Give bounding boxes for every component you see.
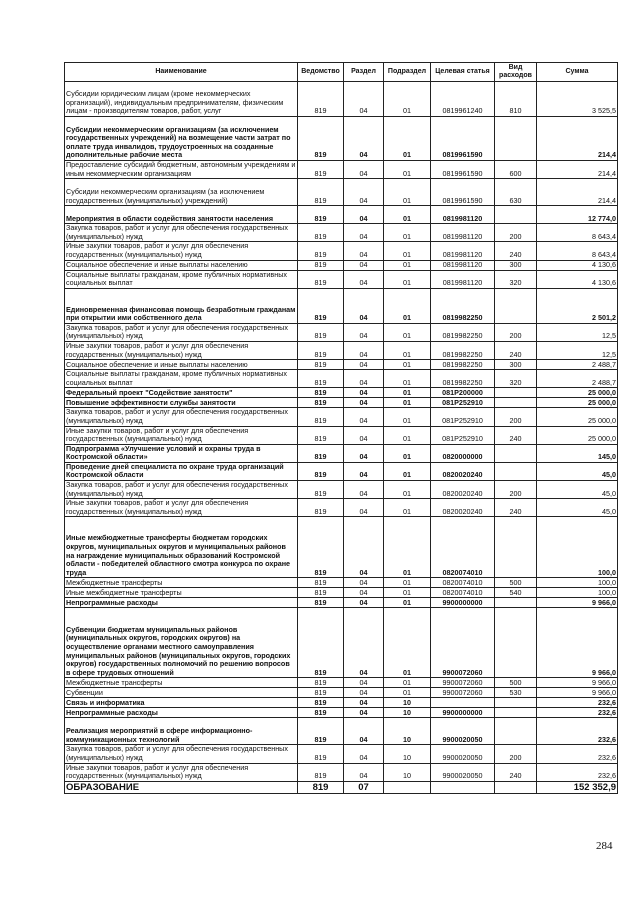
cell-amount: 12 774,0 [537, 206, 618, 224]
cell-target-item: 0819981120 [431, 270, 495, 288]
cell-subsection: 01 [384, 82, 431, 117]
cell-target-item: 081P252910 [431, 398, 495, 408]
cell-target-item: 0819982250 [431, 341, 495, 359]
cell-subsection: 01 [384, 270, 431, 288]
cell-section: 04 [344, 161, 384, 179]
table-row [65, 598, 618, 608]
cell-amount: 100,0 [537, 517, 618, 578]
cell-department: 819 [298, 763, 344, 781]
cell-department: 819 [298, 224, 344, 242]
cell-amount: 9 966,0 [537, 678, 618, 688]
cell-expense-type [495, 398, 537, 408]
cell-target-item: 0819982250 [431, 360, 495, 370]
cell-name: Иные закупки товаров, работ и услуг для обеспечения государственных (муниципальных) нужд [65, 763, 298, 781]
table-row [65, 588, 618, 598]
cell-amount: 3 525,5 [537, 82, 618, 117]
cell-name: Иные межбюджетные трансферты бюджетам городских округов, муниципальных округов и муниципальных районов на награждение муниципальных образований Костромской области - победителей областного смотра конкурса по охране труда [65, 517, 298, 578]
table-row [65, 242, 618, 260]
cell-expense-type: 630 [495, 179, 537, 206]
cell-name: Иные закупки товаров, работ и услуг для обеспечения государственных (муниципальных) нужд [65, 242, 298, 260]
cell-expense-type: 200 [495, 408, 537, 426]
table-row [65, 398, 618, 408]
table-row [65, 360, 618, 370]
cell-amount: 9 966,0 [537, 608, 618, 678]
cell-subsection: 01 [384, 242, 431, 260]
cell-target-item: 9900020050 [431, 745, 495, 763]
table-row [65, 288, 618, 323]
cell-expense-type: 320 [495, 370, 537, 388]
cell-department: 819 [298, 608, 344, 678]
cell-subsection: 01 [384, 426, 431, 444]
cell-subsection: 01 [384, 224, 431, 242]
cell-amount: 8 643,4 [537, 242, 618, 260]
table-row [65, 370, 618, 388]
cell-target-item: 9900020050 [431, 718, 495, 745]
cell-section: 04 [344, 242, 384, 260]
table-row [65, 517, 618, 578]
cell-expense-type [495, 444, 537, 462]
cell-subsection: 10 [384, 708, 431, 718]
cell-department: 819 [298, 499, 344, 517]
cell-amount: 214,4 [537, 117, 618, 161]
cell-amount: 12,5 [537, 323, 618, 341]
cell-department: 819 [298, 341, 344, 359]
cell-section: 04 [344, 179, 384, 206]
cell-expense-type: 200 [495, 481, 537, 499]
cell-section: 07 [344, 781, 384, 793]
cell-target-item: 0820074010 [431, 588, 495, 598]
cell-target-item: 9900000000 [431, 708, 495, 718]
cell-target-item: 0820020240 [431, 481, 495, 499]
cell-department: 819 [298, 161, 344, 179]
cell-department: 819 [298, 688, 344, 698]
cell-target-item: 0819982250 [431, 323, 495, 341]
cell-name: Непрограммные расходы [65, 708, 298, 718]
header-subsection: Подраздел [384, 63, 431, 82]
cell-expense-type [495, 598, 537, 608]
cell-expense-type: 500 [495, 678, 537, 688]
cell-expense-type: 300 [495, 360, 537, 370]
cell-target-item: 9900000000 [431, 598, 495, 608]
cell-target-item: 0819982250 [431, 288, 495, 323]
table-row [65, 763, 618, 781]
header-target-item: Целевая статья [431, 63, 495, 82]
cell-section: 04 [344, 388, 384, 398]
cell-expense-type [495, 608, 537, 678]
cell-amount: 25 000,0 [537, 388, 618, 398]
cell-target-item: 0819981120 [431, 260, 495, 270]
cell-amount: 12,5 [537, 341, 618, 359]
cell-expense-type: 240 [495, 242, 537, 260]
table-row [65, 388, 618, 398]
cell-name: Единовременная финансовая помощь безработным гражданам при открытии ими собственного дела [65, 288, 298, 323]
cell-department: 819 [298, 398, 344, 408]
cell-target-item [431, 781, 495, 793]
cell-subsection [384, 781, 431, 793]
table-row [65, 698, 618, 708]
cell-name: Подпрограмма «Улучшение условий и охраны труда в Костромской области» [65, 444, 298, 462]
cell-section: 04 [344, 224, 384, 242]
cell-name: Субсидии некоммерческим организациям (за исключением государственных учреждений) на возмещение части затрат по оплате труда инвалидов, трудоустроенных на созданные дополнительные рабочие места [65, 117, 298, 161]
cell-section: 04 [344, 260, 384, 270]
table-row [65, 781, 618, 793]
cell-amount: 232,6 [537, 718, 618, 745]
table-row [65, 270, 618, 288]
cell-amount: 2 501,2 [537, 288, 618, 323]
cell-name: Субвенции бюджетам муниципальных районов (муниципальных округов, городских округов) на осуществление органами местного самоуправления муниципальных районов (муниципальных округов, городских округов) государственных полномочий по решению вопросов в сфере трудовых отношений [65, 608, 298, 678]
cell-department: 819 [298, 242, 344, 260]
cell-target-item: 0820000000 [431, 444, 495, 462]
cell-name: Мероприятия в области содействия занятости населения [65, 206, 298, 224]
table-row [65, 408, 618, 426]
cell-subsection: 01 [384, 462, 431, 480]
cell-subsection: 01 [384, 206, 431, 224]
table-row [65, 161, 618, 179]
cell-amount: 100,0 [537, 588, 618, 598]
cell-expense-type: 600 [495, 161, 537, 179]
cell-name: Субсидии юридическим лицам (кроме некоммерческих организаций), индивидуальным предпринимателям, физическим лицам - производителям товаров, работ, услуг [65, 82, 298, 117]
cell-expense-type [495, 288, 537, 323]
cell-section: 04 [344, 426, 384, 444]
cell-amount: 25 000,0 [537, 398, 618, 408]
cell-expense-type: 240 [495, 341, 537, 359]
cell-target-item: 081P252910 [431, 426, 495, 444]
header-expense-type: Вид расходов [495, 63, 537, 82]
cell-expense-type: 240 [495, 426, 537, 444]
cell-section: 04 [344, 462, 384, 480]
cell-department: 819 [298, 698, 344, 708]
cell-department: 819 [298, 426, 344, 444]
cell-expense-type [495, 698, 537, 708]
cell-target-item: 9900020050 [431, 763, 495, 781]
cell-section: 04 [344, 117, 384, 161]
table-row [65, 444, 618, 462]
header-name: Наименование [65, 63, 298, 82]
cell-amount: 9 966,0 [537, 688, 618, 698]
cell-expense-type: 500 [495, 578, 537, 588]
cell-expense-type [495, 781, 537, 793]
page-number: 284 [596, 840, 613, 852]
cell-department: 819 [298, 82, 344, 117]
cell-department: 819 [298, 578, 344, 588]
cell-amount: 4 130,6 [537, 270, 618, 288]
cell-name: Реализация мероприятий в сфере информационно-коммуникационных технологий [65, 718, 298, 745]
cell-section: 04 [344, 499, 384, 517]
cell-name: Непрограммные расходы [65, 598, 298, 608]
cell-section: 04 [344, 444, 384, 462]
cell-name: Федеральный проект "Содействие занятости" [65, 388, 298, 398]
cell-subsection: 10 [384, 763, 431, 781]
cell-name: Закупка товаров, работ и услуг для обеспечения государственных (муниципальных) нужд [65, 323, 298, 341]
cell-name: Иные закупки товаров, работ и услуг для обеспечения государственных (муниципальных) нужд [65, 499, 298, 517]
cell-name: Закупка товаров, работ и услуг для обеспечения государственных (муниципальных) нужд [65, 745, 298, 763]
cell-section: 04 [344, 270, 384, 288]
cell-department: 819 [298, 781, 344, 793]
table-row [65, 206, 618, 224]
cell-name: ОБРАЗОВАНИЕ [65, 781, 298, 793]
cell-department: 819 [298, 481, 344, 499]
cell-name: Социальные выплаты гражданам, кроме публичных нормативных социальных выплат [65, 370, 298, 388]
table-row [65, 462, 618, 480]
cell-amount: 232,6 [537, 708, 618, 718]
cell-section: 04 [344, 718, 384, 745]
cell-subsection: 01 [384, 481, 431, 499]
cell-section: 04 [344, 341, 384, 359]
cell-subsection: 01 [384, 360, 431, 370]
cell-amount: 152 352,9 [537, 781, 618, 793]
cell-subsection: 01 [384, 499, 431, 517]
cell-department: 819 [298, 588, 344, 598]
cell-target-item: 9900072060 [431, 608, 495, 678]
cell-subsection: 01 [384, 608, 431, 678]
cell-target-item: 0819981120 [431, 242, 495, 260]
cell-subsection: 01 [384, 588, 431, 598]
cell-section: 04 [344, 398, 384, 408]
cell-section: 04 [344, 517, 384, 578]
cell-amount: 145,0 [537, 444, 618, 462]
cell-department: 819 [298, 678, 344, 688]
cell-expense-type: 200 [495, 224, 537, 242]
table-row [65, 323, 618, 341]
cell-section: 04 [344, 588, 384, 598]
cell-expense-type [495, 206, 537, 224]
cell-subsection: 01 [384, 370, 431, 388]
header-amount: Сумма [537, 63, 618, 82]
cell-section: 04 [344, 608, 384, 678]
cell-amount: 25 000,0 [537, 408, 618, 426]
cell-expense-type: 540 [495, 588, 537, 598]
cell-amount: 8 643,4 [537, 224, 618, 242]
cell-section: 04 [344, 360, 384, 370]
cell-name: Повышение эффективности службы занятости [65, 398, 298, 408]
table-body [65, 82, 618, 794]
cell-amount: 232,6 [537, 763, 618, 781]
cell-name: Социальное обеспечение и иные выплаты населению [65, 360, 298, 370]
cell-department: 819 [298, 260, 344, 270]
cell-subsection: 01 [384, 388, 431, 398]
cell-amount: 45,0 [537, 462, 618, 480]
cell-section: 04 [344, 598, 384, 608]
table-row [65, 179, 618, 206]
cell-subsection: 01 [384, 260, 431, 270]
table-row [65, 718, 618, 745]
cell-expense-type [495, 517, 537, 578]
cell-department: 819 [298, 708, 344, 718]
cell-department: 819 [298, 388, 344, 398]
table-row [65, 745, 618, 763]
header-row [65, 63, 618, 82]
cell-target-item: 081P252910 [431, 408, 495, 426]
cell-amount: 232,6 [537, 698, 618, 708]
cell-section: 04 [344, 82, 384, 117]
cell-section: 04 [344, 698, 384, 708]
cell-section: 04 [344, 745, 384, 763]
cell-target-item: 0820074010 [431, 517, 495, 578]
table-row [65, 341, 618, 359]
cell-department: 819 [298, 360, 344, 370]
cell-expense-type: 320 [495, 270, 537, 288]
cell-target-item: 0820020240 [431, 462, 495, 480]
cell-expense-type: 200 [495, 745, 537, 763]
cell-name: Иные закупки товаров, работ и услуг для обеспечения государственных (муниципальных) нужд [65, 426, 298, 444]
cell-subsection: 01 [384, 323, 431, 341]
cell-target-item: 9900072060 [431, 688, 495, 698]
table-row [65, 260, 618, 270]
cell-department: 819 [298, 718, 344, 745]
cell-target-item: 0820020240 [431, 499, 495, 517]
cell-expense-type: 810 [495, 82, 537, 117]
cell-amount: 9 966,0 [537, 598, 618, 608]
cell-name: Субвенции [65, 688, 298, 698]
cell-department: 819 [298, 408, 344, 426]
cell-amount: 100,0 [537, 578, 618, 588]
cell-expense-type: 200 [495, 323, 537, 341]
cell-expense-type [495, 117, 537, 161]
cell-expense-type: 240 [495, 763, 537, 781]
cell-department: 819 [298, 323, 344, 341]
cell-subsection: 01 [384, 678, 431, 688]
cell-name: Закупка товаров, работ и услуг для обеспечения государственных (муниципальных) нужд [65, 408, 298, 426]
cell-department: 819 [298, 745, 344, 763]
cell-target-item: 9900072060 [431, 678, 495, 688]
cell-section: 04 [344, 481, 384, 499]
table-row [65, 608, 618, 678]
cell-target-item: 0819961590 [431, 179, 495, 206]
cell-name: Социальное обеспечение и иные выплаты населению [65, 260, 298, 270]
cell-subsection: 01 [384, 578, 431, 588]
cell-target-item: 0819961240 [431, 82, 495, 117]
cell-department: 819 [298, 179, 344, 206]
cell-name: Социальные выплаты гражданам, кроме публичных нормативных социальных выплат [65, 270, 298, 288]
table-row [65, 708, 618, 718]
cell-subsection: 01 [384, 117, 431, 161]
cell-section: 04 [344, 678, 384, 688]
cell-expense-type [495, 708, 537, 718]
cell-name: Проведение дней специалиста по охране труда организаций Костромской области [65, 462, 298, 480]
cell-expense-type [495, 718, 537, 745]
table-row [65, 578, 618, 588]
cell-subsection: 01 [384, 341, 431, 359]
cell-target-item: 0819981120 [431, 206, 495, 224]
table-row [65, 426, 618, 444]
cell-name: Предоставление субсидий бюджетным, автономным учреждениям и иным некоммерческим организациям [65, 161, 298, 179]
cell-target-item: 0819961590 [431, 161, 495, 179]
cell-target-item: 0819961590 [431, 117, 495, 161]
cell-section: 04 [344, 206, 384, 224]
table-row [65, 82, 618, 117]
cell-name: Субсидии некоммерческим организациям (за исключением государственных (муниципальных) учреждений) [65, 179, 298, 206]
budget-table [64, 62, 618, 794]
header-section: Раздел [344, 63, 384, 82]
cell-department: 819 [298, 370, 344, 388]
cell-amount: 4 130,6 [537, 260, 618, 270]
cell-subsection: 10 [384, 718, 431, 745]
cell-subsection: 01 [384, 517, 431, 578]
cell-expense-type: 300 [495, 260, 537, 270]
cell-amount: 2 488,7 [537, 360, 618, 370]
cell-name: Связь и информатика [65, 698, 298, 708]
cell-subsection: 01 [384, 688, 431, 698]
cell-amount: 25 000,0 [537, 426, 618, 444]
cell-name: Закупка товаров, работ и услуг для обеспечения государственных (муниципальных) нужд [65, 481, 298, 499]
table-row [65, 117, 618, 161]
cell-name: Иные межбюджетные трансферты [65, 588, 298, 598]
cell-name: Иные закупки товаров, работ и услуг для обеспечения государственных (муниципальных) нужд [65, 341, 298, 359]
cell-amount: 45,0 [537, 481, 618, 499]
cell-target-item: 081P200000 [431, 388, 495, 398]
cell-subsection: 01 [384, 598, 431, 608]
cell-department: 819 [298, 598, 344, 608]
cell-target-item: 0820074010 [431, 578, 495, 588]
cell-amount: 232,6 [537, 745, 618, 763]
table-row [65, 499, 618, 517]
cell-section: 04 [344, 763, 384, 781]
cell-section: 04 [344, 408, 384, 426]
cell-expense-type [495, 462, 537, 480]
cell-amount: 214,4 [537, 161, 618, 179]
cell-section: 04 [344, 370, 384, 388]
cell-subsection: 01 [384, 288, 431, 323]
cell-subsection: 01 [384, 179, 431, 206]
cell-department: 819 [298, 206, 344, 224]
cell-amount: 2 488,7 [537, 370, 618, 388]
cell-department: 819 [298, 288, 344, 323]
cell-subsection: 10 [384, 745, 431, 763]
cell-subsection: 01 [384, 444, 431, 462]
table-row [65, 481, 618, 499]
header-department: Ведомство [298, 63, 344, 82]
cell-target-item [431, 698, 495, 708]
table-row [65, 678, 618, 688]
cell-target-item: 0819982250 [431, 370, 495, 388]
cell-expense-type: 530 [495, 688, 537, 698]
cell-department: 819 [298, 517, 344, 578]
cell-amount: 45,0 [537, 499, 618, 517]
cell-department: 819 [298, 444, 344, 462]
cell-section: 04 [344, 688, 384, 698]
cell-subsection: 01 [384, 161, 431, 179]
cell-section: 04 [344, 578, 384, 588]
cell-subsection: 01 [384, 398, 431, 408]
cell-section: 04 [344, 323, 384, 341]
cell-department: 819 [298, 270, 344, 288]
cell-target-item: 0819981120 [431, 224, 495, 242]
cell-department: 819 [298, 462, 344, 480]
cell-expense-type: 240 [495, 499, 537, 517]
cell-department: 819 [298, 117, 344, 161]
cell-name: Межбюджетные трансферты [65, 578, 298, 588]
cell-name: Межбюджетные трансферты [65, 678, 298, 688]
cell-section: 04 [344, 708, 384, 718]
cell-expense-type [495, 388, 537, 398]
cell-subsection: 10 [384, 698, 431, 708]
cell-section: 04 [344, 288, 384, 323]
table-row [65, 688, 618, 698]
cell-name: Закупка товаров, работ и услуг для обеспечения государственных (муниципальных) нужд [65, 224, 298, 242]
cell-amount: 214,4 [537, 179, 618, 206]
table-row [65, 224, 618, 242]
cell-subsection: 01 [384, 408, 431, 426]
